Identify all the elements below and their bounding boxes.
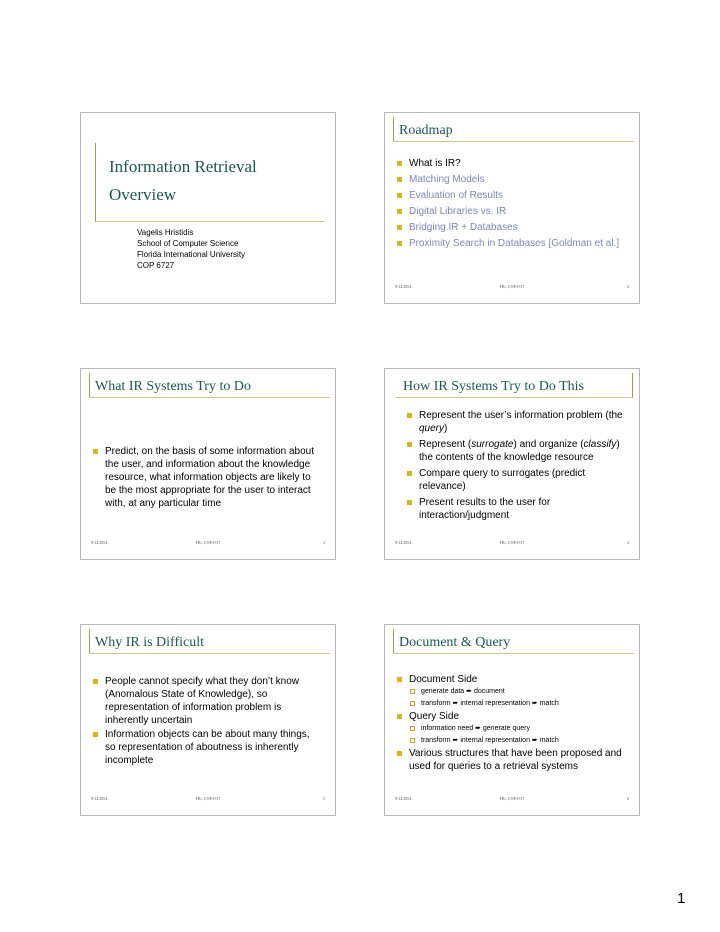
slide-6: [384, 624, 640, 816]
page-number: 1: [677, 890, 686, 907]
sub-item: information need ➨ generate query: [409, 723, 633, 735]
sub-list: [409, 686, 633, 710]
slide-4: [384, 368, 640, 560]
slide-footer: [395, 796, 629, 804]
course-code: COP 6727: [137, 261, 175, 270]
slide-title: Roadmap: [399, 123, 453, 138]
slide-footer: [395, 284, 629, 292]
footer-slide-number: 2: [627, 284, 629, 289]
list-item: Bridging IR + Databases: [397, 221, 633, 234]
footer-date: 9/14/2004: [395, 540, 412, 545]
query-side-label: Query Side: [409, 711, 460, 722]
slide-title: Document & Query: [399, 635, 511, 650]
list-item: Compare query to surrogates (predict relevance): [407, 467, 633, 493]
list-item: Evaluation of Results: [397, 189, 633, 202]
sub-list: [409, 723, 633, 747]
sub-item: generate data ➨ document: [409, 686, 633, 698]
author-school: School of Computer Science: [137, 239, 239, 248]
sub-item: transform ➨ internal representation ➨ match: [409, 698, 633, 710]
slide-title: Information Retrieval Overview: [109, 157, 257, 204]
slide-2: [384, 112, 640, 304]
slide-5: [80, 624, 336, 816]
list-item: Information objects can be about many things, so representation of aboutness is inherently incomplete: [93, 728, 319, 767]
slide-1: [80, 112, 336, 304]
footer-slide-number: 3: [323, 540, 325, 545]
footer-date: 9/14/2004: [395, 284, 412, 289]
footer-course: FIU, COP 6727: [499, 796, 525, 801]
list-item: What is IR?: [397, 157, 633, 170]
author-university: Florida International University: [137, 250, 246, 259]
sub-item: transform ➨ internal representation ➨ match: [409, 735, 633, 747]
slide-title: How IR Systems Try to Do This: [403, 379, 585, 394]
footer-date: 9/14/2004: [91, 796, 108, 801]
list-item: Present results to the user for interaction/judgment: [407, 496, 633, 522]
slide-footer: [91, 796, 325, 804]
list-item: Represent the user’s information problem (the query): [407, 409, 633, 435]
footer-slide-number: 4: [627, 540, 629, 545]
author-name: Vagelis Hristidis: [137, 228, 194, 237]
list-item: [397, 710, 633, 747]
bullet-list: [397, 673, 633, 773]
footer-slide-number: 6: [627, 796, 629, 801]
bullet-list: [93, 675, 319, 767]
list-item: People cannot specify what they don’t know (Anomalous State of Knowledge), so representation of information problem is inherently uncertain: [93, 675, 319, 727]
bullet-list: [93, 445, 319, 510]
author-block: [137, 227, 245, 271]
bullet-list: [407, 409, 633, 522]
footer-date: 9/14/2004: [91, 540, 108, 545]
roadmap-list: [397, 157, 633, 250]
slide-3: [80, 368, 336, 560]
footer-slide-number: 5: [323, 796, 325, 801]
footer-course: FIU, COP 6727: [195, 540, 221, 545]
list-item: Digital Libraries vs. IR: [397, 205, 633, 218]
list-item: Various structures that have been proposed and used for queries to a retrieval systems: [397, 747, 633, 773]
slide-title: What IR Systems Try to Do: [95, 379, 251, 394]
footer-date: 9/14/2004: [395, 796, 412, 801]
footer-course: FIU, COP 6727: [499, 284, 525, 289]
slide-footer: [91, 540, 325, 548]
list-item: Matching Models: [397, 173, 633, 186]
doc-side-label: Document Side: [409, 674, 478, 685]
list-item: Proximity Search in Databases [Goldman et al.]: [397, 237, 633, 250]
list-item: Represent (surrogate) and organize (classify) the contents of the knowledge resource: [407, 438, 633, 464]
list-item: [397, 673, 633, 710]
list-item: Predict, on the basis of some information about the user, and information about the knowledge resource, what information objects are likely to be the most appropriate for the user to interact with, at any particular time: [93, 445, 319, 510]
footer-course: FIU, COP 6727: [499, 540, 525, 545]
slide-title: Why IR is Difficult: [95, 635, 205, 650]
footer-course: FIU, COP 6727: [195, 796, 221, 801]
slide-footer: [395, 540, 629, 548]
